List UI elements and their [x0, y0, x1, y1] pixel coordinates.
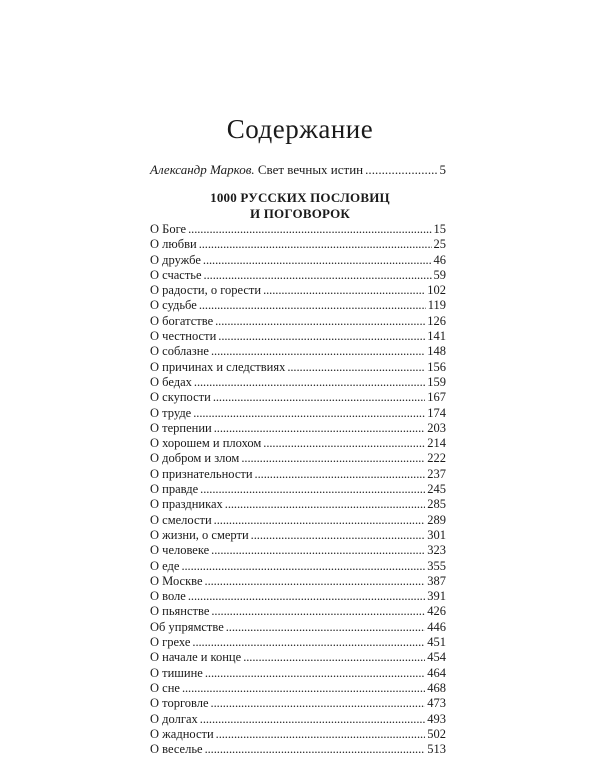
dot-leader [211, 344, 425, 359]
toc-entry [150, 222, 446, 237]
toc-entry-page-number: 454 [427, 650, 446, 665]
toc-entry-label: О труде [150, 405, 192, 420]
toc-entry-label: О счастье [150, 267, 202, 282]
toc-entry [150, 666, 446, 681]
toc-entry [150, 620, 446, 635]
toc-entry [150, 283, 446, 298]
toc-entry-label: Об упрямстве [150, 619, 224, 634]
dot-leader [215, 314, 425, 329]
toc-entry [150, 467, 446, 482]
toc-entry [150, 589, 446, 604]
toc-entry-page-number: 141 [427, 329, 446, 344]
toc-entry [150, 482, 446, 497]
toc-entry [150, 314, 446, 329]
toc-entry-label: О начале и конце [150, 650, 242, 665]
toc-entry [150, 528, 446, 543]
toc-entry-page-number: 214 [427, 436, 446, 451]
toc-entry [150, 406, 446, 421]
toc-entry [150, 543, 446, 558]
toc-entry [150, 604, 446, 619]
toc-entry [150, 559, 446, 574]
toc-entry-label: О сне [150, 680, 180, 695]
toc-entry-page-number: 174 [427, 405, 446, 420]
toc-entry-page-number: 126 [427, 313, 446, 328]
toc-entry-page-number: 502 [427, 726, 446, 741]
toc-entry-label: О Боге [150, 222, 187, 236]
toc-entry [150, 497, 446, 512]
dot-leader [211, 696, 426, 711]
toc-entry-page-number: 451 [427, 635, 446, 650]
toc-entry-page-number: 493 [427, 711, 446, 726]
toc-list [150, 222, 446, 757]
dot-leader [205, 574, 426, 589]
toc-entry [150, 635, 446, 650]
toc-entry [150, 513, 446, 528]
dot-leader [287, 360, 425, 375]
intro-author: Александр Марков. [150, 162, 255, 177]
toc-entry-page-number: 289 [427, 512, 446, 527]
toc-entry-page-number: 513 [427, 742, 446, 757]
toc-entry-page-number: 473 [427, 696, 446, 711]
toc-entry-label: О тишине [150, 665, 203, 680]
toc-entry-label: О торговле [150, 696, 209, 711]
toc-entry-label: О добром и злом [150, 451, 240, 466]
dot-leader [205, 666, 425, 681]
toc-entry-label: О радости, о горести [150, 283, 262, 298]
toc-entry-label: О смелости [150, 512, 212, 527]
dot-leader [200, 482, 425, 497]
toc-entry-page-number: 148 [427, 344, 446, 359]
toc-entry-page-number: 323 [427, 543, 446, 558]
toc-entry-label: О пьянстве [150, 604, 210, 619]
dot-leader [226, 620, 426, 635]
dot-leader [200, 712, 425, 727]
toc-entry-label: О праздниках [150, 497, 223, 512]
toc-entry-page-number: 222 [427, 451, 446, 466]
dot-leader [182, 681, 425, 696]
toc-entry-page-number: 15 [433, 222, 446, 236]
toc-entry-label: О долгах [150, 711, 198, 726]
toc-entry-page-number: 156 [427, 359, 446, 374]
dot-leader [211, 604, 425, 619]
toc-entry-page-number: 102 [427, 283, 446, 298]
toc-entry-label: О хорошем и плохом [150, 436, 262, 451]
dot-leader [188, 222, 431, 237]
toc-entry-label: О Москве [150, 573, 203, 588]
toc-entry-label: О жизни, о смерти [150, 527, 249, 542]
toc-entry-page-number: 46 [433, 252, 446, 267]
toc-entry-label: О еде [150, 558, 180, 573]
toc-entry-label: О судьбе [150, 298, 197, 313]
toc-entry [150, 237, 446, 252]
dot-leader [211, 543, 425, 558]
dot-leader [251, 528, 426, 543]
toc-entry-page-number: 387 [427, 573, 446, 588]
toc-entry [150, 436, 446, 451]
intro-page-number: 5 [439, 162, 446, 177]
toc-entry-page-number: 468 [427, 680, 446, 695]
dot-leader [213, 390, 425, 405]
toc-entry-label: О правде [150, 482, 199, 497]
toc-entry-label: О причинах и следствиях [150, 359, 286, 374]
toc-entry-page-number: 237 [427, 466, 446, 481]
dot-leader [194, 375, 425, 390]
toc-entry-page-number: 355 [427, 558, 446, 573]
dot-leader [255, 467, 426, 482]
toc-entry-page-number: 464 [427, 665, 446, 680]
toc-entry-label: О человеке [150, 543, 210, 558]
toc-entry-label: О грехе [150, 635, 191, 650]
intro-entry [150, 162, 446, 178]
toc-entry-label: О признательности [150, 466, 253, 481]
dot-leader [204, 268, 432, 283]
toc-entry [150, 390, 446, 405]
toc-entry [150, 360, 446, 375]
section-title [0, 190, 600, 222]
toc-entry [150, 329, 446, 344]
toc-entry-page-number: 119 [427, 298, 446, 313]
toc-entry [150, 268, 446, 283]
dot-leader [263, 283, 425, 298]
toc-entry-page-number: 159 [427, 374, 446, 389]
section-title-line-2: И ПОГОВОРОК [249, 206, 351, 221]
toc-entry-page-number: 59 [433, 267, 446, 282]
dot-leader [192, 635, 425, 650]
toc-entry-label: О любви [150, 237, 197, 252]
dot-leader [214, 421, 426, 436]
toc-entry-label: О дружбе [150, 252, 201, 267]
toc-entry-label: О жадности [150, 726, 214, 741]
toc-entry-label: О богатстве [150, 313, 214, 328]
toc-entry-label: О терпении [150, 420, 212, 435]
toc-entry [150, 681, 446, 696]
dot-leader [188, 589, 425, 604]
section-title-line-1: 1000 РУССКИХ ПОСЛОВИЦ [210, 190, 390, 205]
toc-entry-label: О бедах [150, 374, 192, 389]
toc-entry-label: О соблазне [150, 344, 209, 359]
dot-leader [216, 727, 426, 742]
toc-entry-label: О скупости [150, 390, 211, 405]
dot-leader [263, 436, 425, 451]
dot-leader [243, 650, 425, 665]
toc-entry [150, 421, 446, 436]
toc-entry-page-number: 245 [427, 482, 446, 497]
dot-leader [199, 298, 426, 313]
toc-entry-label: О воле [150, 589, 186, 604]
toc-entry-page-number: 446 [427, 619, 446, 634]
dot-leader [214, 513, 426, 528]
dot-leader [199, 237, 432, 252]
toc-entry [150, 344, 446, 359]
toc-entry [150, 451, 446, 466]
toc-entry-page-number: 285 [427, 497, 446, 512]
dot-leader [365, 162, 437, 178]
toc-entry [150, 298, 446, 313]
toc-entry-label: О веселье [150, 742, 203, 757]
intro-text: Свет вечных истин [257, 162, 364, 177]
toc-entry [150, 712, 446, 727]
toc-entry [150, 696, 446, 711]
dot-leader [225, 497, 425, 512]
dot-leader [218, 329, 425, 344]
toc-entry [150, 727, 446, 742]
toc-entry-page-number: 301 [427, 527, 446, 542]
toc-entry [150, 375, 446, 390]
toc-entry-page-number: 203 [427, 420, 446, 435]
toc-entry-label: О честности [150, 329, 217, 344]
toc-entry-page-number: 391 [427, 589, 446, 604]
dot-leader [181, 559, 425, 574]
toc-entry [150, 574, 446, 589]
dot-leader [193, 406, 425, 421]
toc-entry-page-number: 426 [427, 604, 446, 619]
page-title: Содержание [226, 114, 374, 144]
dot-leader [203, 253, 432, 268]
toc-entry-page-number: 25 [433, 237, 446, 252]
toc-entry [150, 253, 446, 268]
dot-leader [241, 451, 425, 466]
toc-entry [150, 650, 446, 665]
toc-entry-page-number: 167 [427, 390, 446, 405]
